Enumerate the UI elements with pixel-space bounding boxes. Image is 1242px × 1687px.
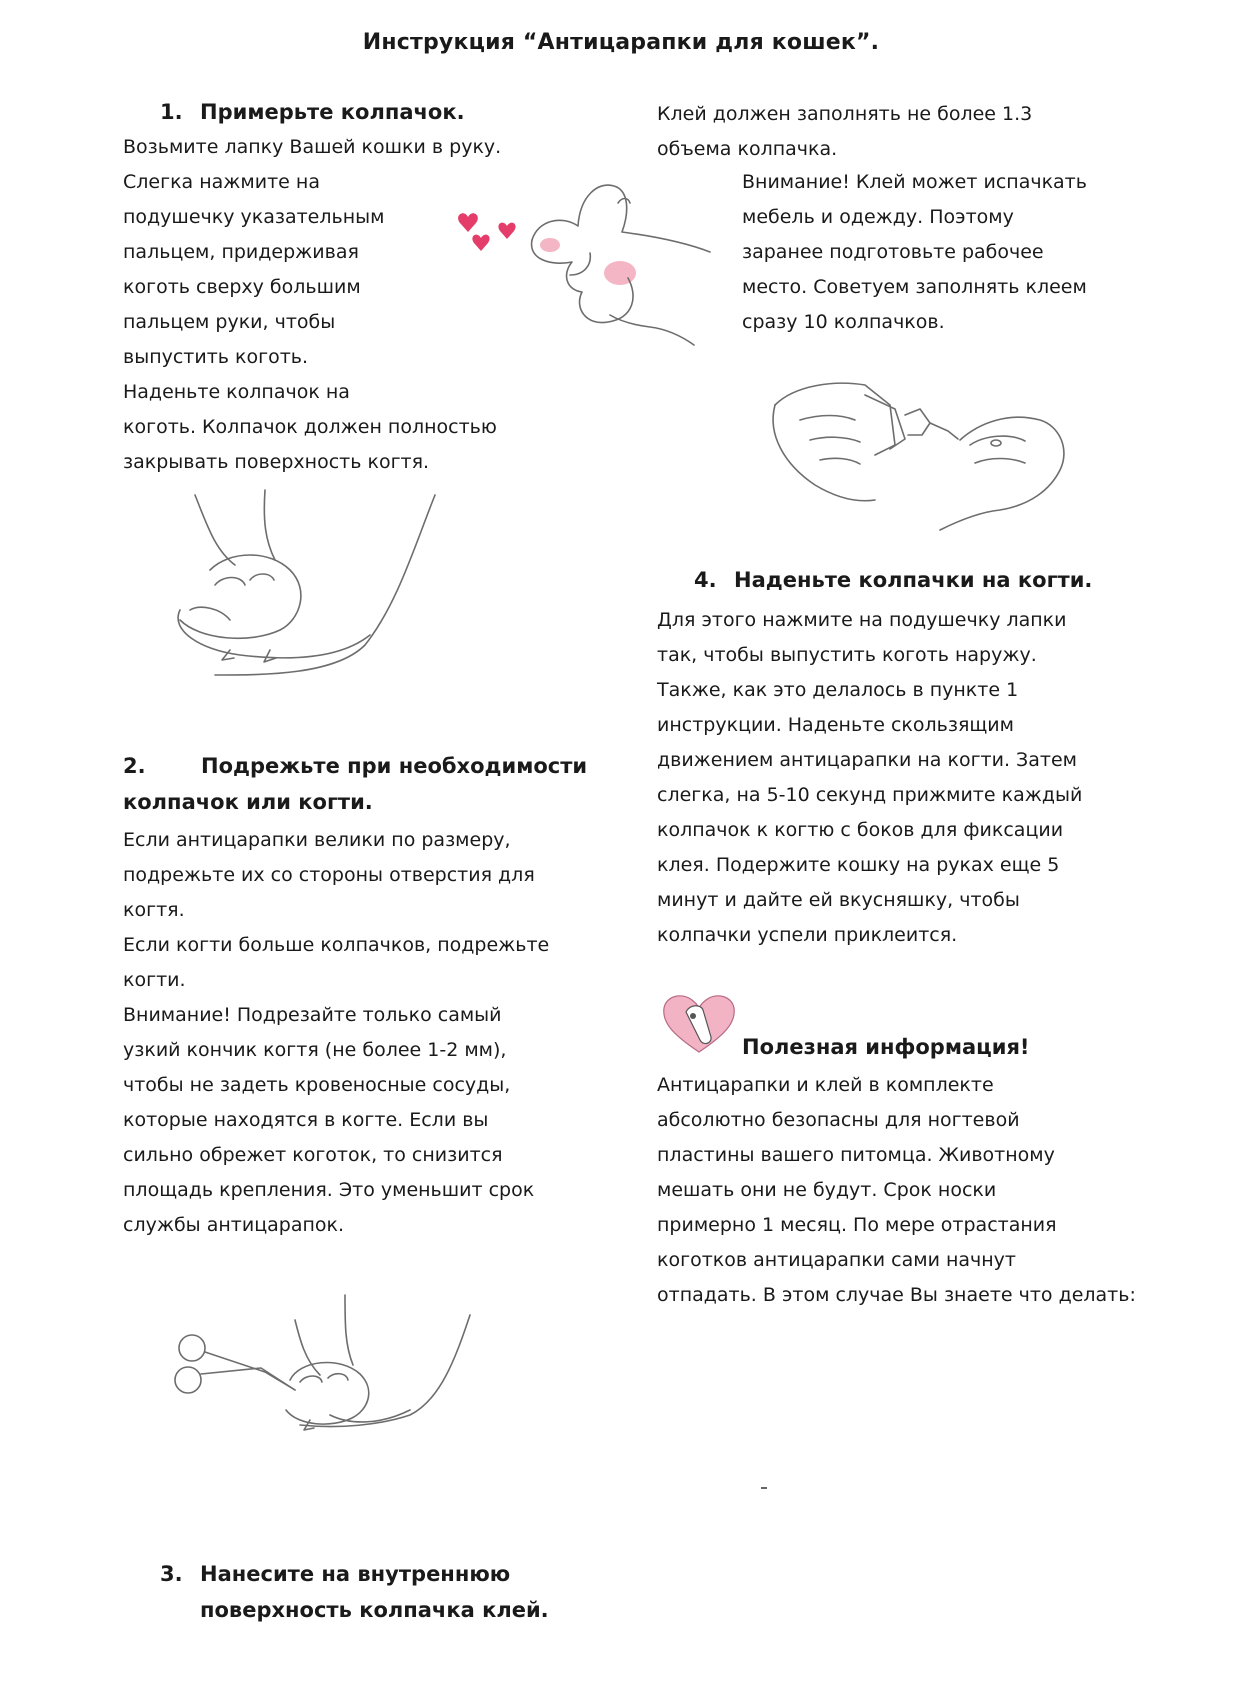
step2-line: службы антицарапок. [123,1214,345,1236]
step2-line: площадь крепления. Это уменьшит срок [123,1179,535,1201]
cat-paw-with-hearts-icon [450,185,710,355]
step4-line: клея. Подержите кошку на руках еще 5 [657,854,1060,876]
heart-paw-icon [662,992,736,1056]
step4-line: движением антицарапки на когти. Затем [657,749,1077,771]
step3-glue-line: объема колпачка. [657,138,838,160]
step3-heading-text: Нанесите на внутреннюю [200,1562,511,1586]
info-line: Антицарапки и клей в комплекте [657,1074,994,1096]
step4-heading-text: Наденьте колпачки на когти. [734,568,1093,592]
step2-heading-line2: колпачок или когти. [123,790,373,814]
stray-mark [761,1487,767,1489]
heart-icon [458,213,515,251]
step1-number: 1. [160,100,183,124]
step2-line: которые находятся в когте. Если вы [123,1109,489,1131]
step1-line: коготь. Колпачок должен полностью [123,416,497,438]
step3-number: 3. [160,1562,183,1586]
step1-line: пальцем руки, чтобы [123,311,336,333]
step4-heading [694,568,1092,592]
step1-line: Наденьте колпачок на [123,381,350,403]
step2-line: когти. [123,969,186,991]
step4-line: колпачок к когтю с боков для фиксации [657,819,1064,841]
step3-heading-line1 [160,1562,510,1586]
step4-line: Для этого нажмите на подушечку лапки [657,609,1067,631]
step3-glue-text [657,97,1032,167]
step2-heading-text: Подрежьте при необходимости [201,754,588,778]
step2-text [123,823,549,1243]
step1-heading [160,100,465,124]
step2-line: когтя. [123,899,185,921]
document-title: Инструкция “Антицарапки для кошек”. [362,30,880,55]
step2-line: узкий кончик когтя (не более 1-2 мм), [123,1039,507,1061]
step1-line: пальцем, придерживая [123,241,359,263]
step4-line: так, чтобы выпустить коготь наружу. [657,644,1037,666]
info-text [657,1068,1136,1313]
info-line: мешать они не будут. Срок носки [657,1179,997,1201]
step1-line: Слегка нажмите на [123,171,320,193]
info-line: примерно 1 месяц. По мере отрастания [657,1214,1057,1236]
step2-heading-line1 [123,754,587,778]
step3-warning-line: Внимание! Клей может испачкать [742,171,1087,193]
glue-applying-hands-icon [770,375,1070,515]
step3-heading-line2: поверхность колпачка клей. [200,1598,549,1622]
step3-warning-line: мебель и одежду. Поэтому [742,206,1014,228]
step1-text [123,130,501,480]
step1-line: подушечку указательным [123,206,385,228]
scissors-trimming-claw-icon [170,1290,490,1450]
step3-warning-text [742,165,1087,340]
step1-line: Возьмите лапку Вашей кошки в руку. [123,136,502,158]
step1-line: закрывать поверхность когтя. [123,451,430,473]
info-line: пластины вашего питомца. Животному [657,1144,1055,1166]
step4-line: инструкции. Наденьте скользящим [657,714,1014,736]
step3-warning-line: сразу 10 колпачков. [742,311,945,333]
step2-line: подрежьте их со стороны отверстия для [123,864,535,886]
step2-line: Внимание! Подрезайте только самый [123,1004,502,1026]
step4-line: минут и дайте ей вкусняшку, чтобы [657,889,1020,911]
info-heading: Полезная информация! [742,1035,1030,1059]
info-line: абсолютно безопасны для ногтевой [657,1109,1020,1131]
step2-number: 2. [123,754,146,778]
hand-holding-paw-icon [170,490,440,700]
step1-heading-text: Примерьте колпачок. [200,100,465,124]
step1-line: выпустить коготь. [123,346,309,368]
step4-number: 4. [694,568,717,592]
step2-line: Если когти больше колпачков, подрежьте [123,934,550,956]
step3-warning-line: место. Советуем заполнять клеем [742,276,1087,298]
info-line: коготков антицарапки сами начнут [657,1249,1016,1271]
step2-line: чтобы не задеть кровеносные сосуды, [123,1074,511,1096]
step4-text [657,603,1082,953]
step3-glue-line: Клей должен заполнять не более 1.3 [657,103,1033,125]
step2-line: сильно обрежет коготок, то снизится [123,1144,503,1166]
step4-line: слегка, на 5-10 секунд прижмите каждый [657,784,1083,806]
step3-warning-line: заранее подготовьте рабочее [742,241,1044,263]
info-line: отпадать. В этом случае Вы знаете что делать: [657,1284,1136,1306]
step4-line: колпачки успели приклеится. [657,924,958,946]
step2-line: Если антицарапки велики по размеру, [123,829,511,851]
step4-line: Также, как это делалось в пункте 1 [657,679,1019,701]
step1-line: коготь сверху большим [123,276,361,298]
